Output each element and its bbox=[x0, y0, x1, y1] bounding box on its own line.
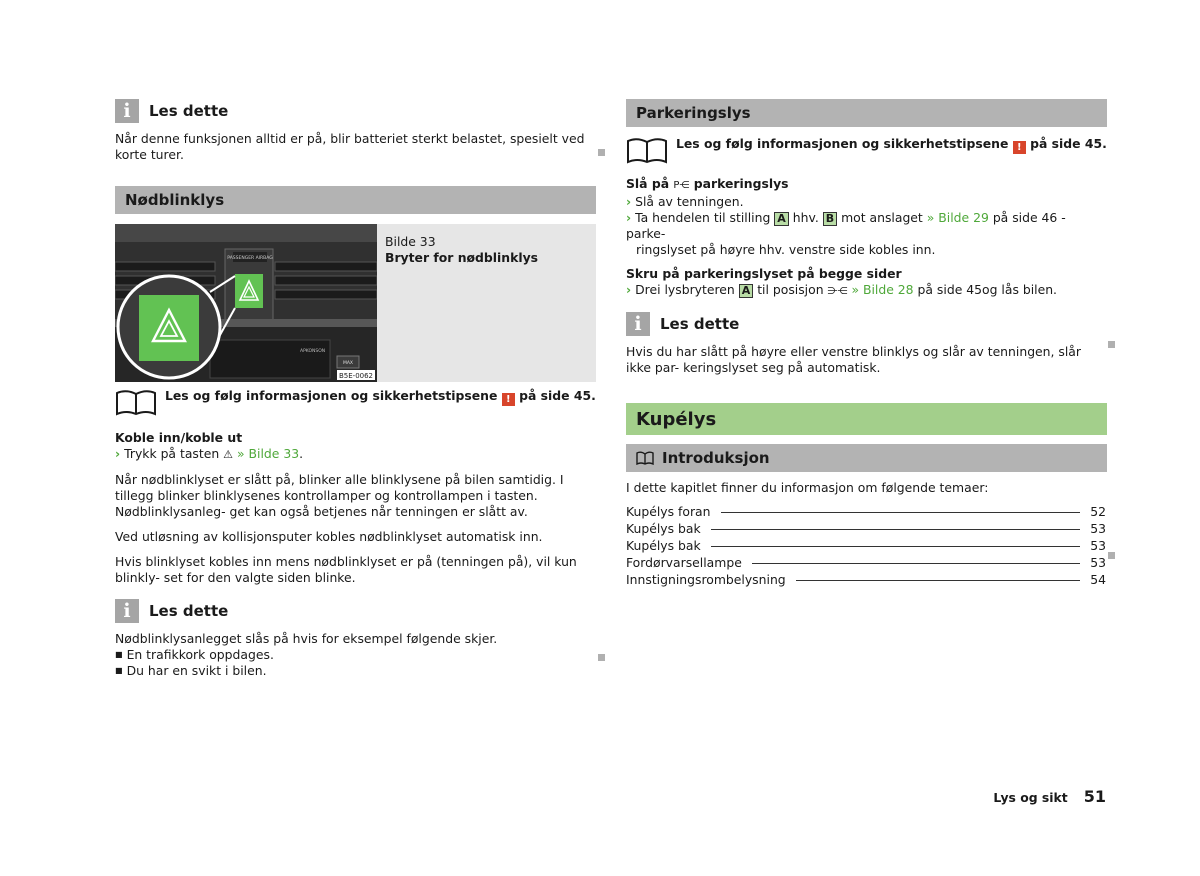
parking-light-icon: P⋲ bbox=[673, 180, 690, 191]
key-label-b: B bbox=[823, 212, 837, 226]
max-button-label: MAX bbox=[342, 361, 354, 366]
hazard-triangle-icon: ⚠ bbox=[223, 448, 234, 461]
section-end-marker bbox=[1108, 552, 1115, 559]
info-icon: i bbox=[115, 99, 139, 123]
section-title-introduction: Introduksjon bbox=[626, 444, 1107, 472]
warning-icon: ! bbox=[502, 393, 515, 406]
safety-reference bbox=[115, 388, 596, 416]
info-icon: i bbox=[115, 599, 139, 623]
step-arrow-icon: › bbox=[626, 194, 632, 209]
figure-link[interactable]: » Bilde 33 bbox=[237, 446, 300, 461]
figure-link[interactable]: » Bilde 28 bbox=[851, 282, 914, 297]
hazard-paragraph-3: Hvis blinklyset kobles inn mens nødblinklyset er på (tenningen på), vil kun blinkly- set for den valgte siden blinke. bbox=[115, 554, 577, 585]
hazard-switch-illustration bbox=[115, 224, 377, 382]
step-arrow-icon: › bbox=[626, 210, 632, 225]
book-icon bbox=[626, 136, 668, 164]
list-item: ■ En trafikkork oppdages. bbox=[115, 647, 596, 663]
both-sides-heading: Skru på parkeringslyset på begge sider bbox=[626, 266, 902, 281]
info-note-text: Hvis du har slått på høyre eller venstre blinklys og slår av tenningen, slår ikke par- keringslyset seg på automatisk. bbox=[626, 344, 1081, 375]
figure-code: B5E-0062 bbox=[338, 372, 374, 380]
lower-panel-label: APKONSON bbox=[300, 349, 326, 354]
chapter-title-interior-lights: Kupélys bbox=[626, 403, 1107, 435]
toc-entry[interactable]: Kupélys bak 53 bbox=[626, 538, 1106, 553]
info-note-title: Les dette bbox=[149, 602, 229, 620]
info-note-text: Nødblinklysanlegget slås på hvis for eksempel følgende skjer. bbox=[115, 631, 498, 646]
step-arrow-icon: › bbox=[115, 446, 121, 461]
safety-reference bbox=[626, 136, 1107, 164]
warning-icon: ! bbox=[1013, 141, 1026, 154]
parking-step-1: › Slå av tenningen. bbox=[626, 194, 744, 209]
book-icon bbox=[636, 451, 654, 465]
parking-step-2-continued: ringslyset på høyre hhv. venstre side kobles inn. bbox=[636, 242, 936, 257]
safety-reference-text: Les og følg informasjonen og sikkerhetstipsene ! på side 45. bbox=[165, 388, 596, 405]
hazard-paragraph-2: Ved utløsning av kollisjonsputer kobles nødblinklyset automatisk inn. bbox=[115, 529, 543, 544]
key-label-a: A bbox=[739, 284, 754, 298]
key-label-a: A bbox=[774, 212, 789, 226]
parking-light-symbol-icon: ⋺⋲ bbox=[827, 286, 848, 297]
info-note-header bbox=[115, 98, 596, 124]
safety-reference-text: Les og følg informasjonen og sikkerhetstipsene ! på side 45. bbox=[676, 136, 1107, 153]
step-arrow-icon: › bbox=[626, 282, 632, 297]
hazard-paragraph-1: Når nødblinklyset er slått på, blinker alle blinklysene på bilen samtidig. I tillegg blinker blinklysenes kontrollamper og kontrollampen i tasten. Nødblinklysanleg- get kan også betjenes når tenningen er slått av. bbox=[115, 472, 564, 519]
info-icon: i bbox=[626, 312, 650, 336]
figure-link[interactable]: » Bilde 29 bbox=[926, 210, 989, 225]
right-column bbox=[626, 99, 1107, 588]
info-note-header bbox=[626, 311, 1107, 337]
figure-number: Bilde 33 bbox=[385, 234, 436, 249]
book-icon bbox=[115, 388, 157, 416]
section-end-marker bbox=[598, 149, 605, 156]
footer-section-title: Lys og sikt bbox=[993, 790, 1068, 805]
section-end-marker bbox=[598, 654, 605, 661]
figure-caption bbox=[377, 224, 538, 382]
table-of-contents bbox=[626, 503, 1106, 588]
toc-entry[interactable]: Innstigningsrombelysning 54 bbox=[626, 572, 1106, 587]
intro-text: I dette kapitlet finner du informasjon om følgende temaer: bbox=[626, 480, 989, 495]
toc-entry[interactable]: Kupélys foran 52 bbox=[626, 504, 1106, 519]
panel-label: PASSENGER AIRBAG bbox=[227, 256, 273, 261]
parking-step-2: › Ta hendelen til stilling A hhv. B mot anslaget » Bilde 29 på side 46 - parke- bbox=[626, 210, 1066, 241]
both-sides-step: › Drei lysbryteren A til posisjon ⋺⋲ » Bilde 28 på side 45og lås bilen. bbox=[626, 282, 1057, 297]
parking-on-heading: Slå på P⋲ parkeringslys bbox=[626, 176, 789, 191]
info-note-title: Les dette bbox=[149, 102, 229, 120]
page-number: 51 bbox=[1083, 787, 1106, 806]
info-note-header bbox=[115, 598, 596, 624]
toc-entry[interactable]: Kupélys bak 53 bbox=[626, 521, 1106, 536]
figure-title: Bryter for nødblinklys bbox=[385, 250, 539, 265]
section-title-hazard-lights: Nødblinklys bbox=[115, 186, 596, 214]
hazard-switch-image bbox=[115, 224, 377, 382]
toc-entry[interactable]: Fordørvarsellampe 53 bbox=[626, 555, 1106, 570]
switch-step: › Trykk på tasten ⚠ » Bilde 33. bbox=[115, 446, 304, 461]
page-footer bbox=[993, 787, 1106, 806]
section-end-marker bbox=[1108, 341, 1115, 348]
section-title-parking-lights: Parkeringslys bbox=[626, 99, 1107, 127]
info-note-text: Når denne funksjonen alltid er på, blir batteriet sterkt belastet, spesielt ved korte turer. bbox=[115, 131, 585, 162]
info-note-title: Les dette bbox=[660, 315, 740, 333]
switch-heading: Koble inn/koble ut bbox=[115, 430, 243, 445]
left-column bbox=[115, 96, 596, 679]
list-item: ■ Du har en svikt i bilen. bbox=[115, 663, 596, 679]
figure-hazard-switch bbox=[115, 224, 596, 382]
